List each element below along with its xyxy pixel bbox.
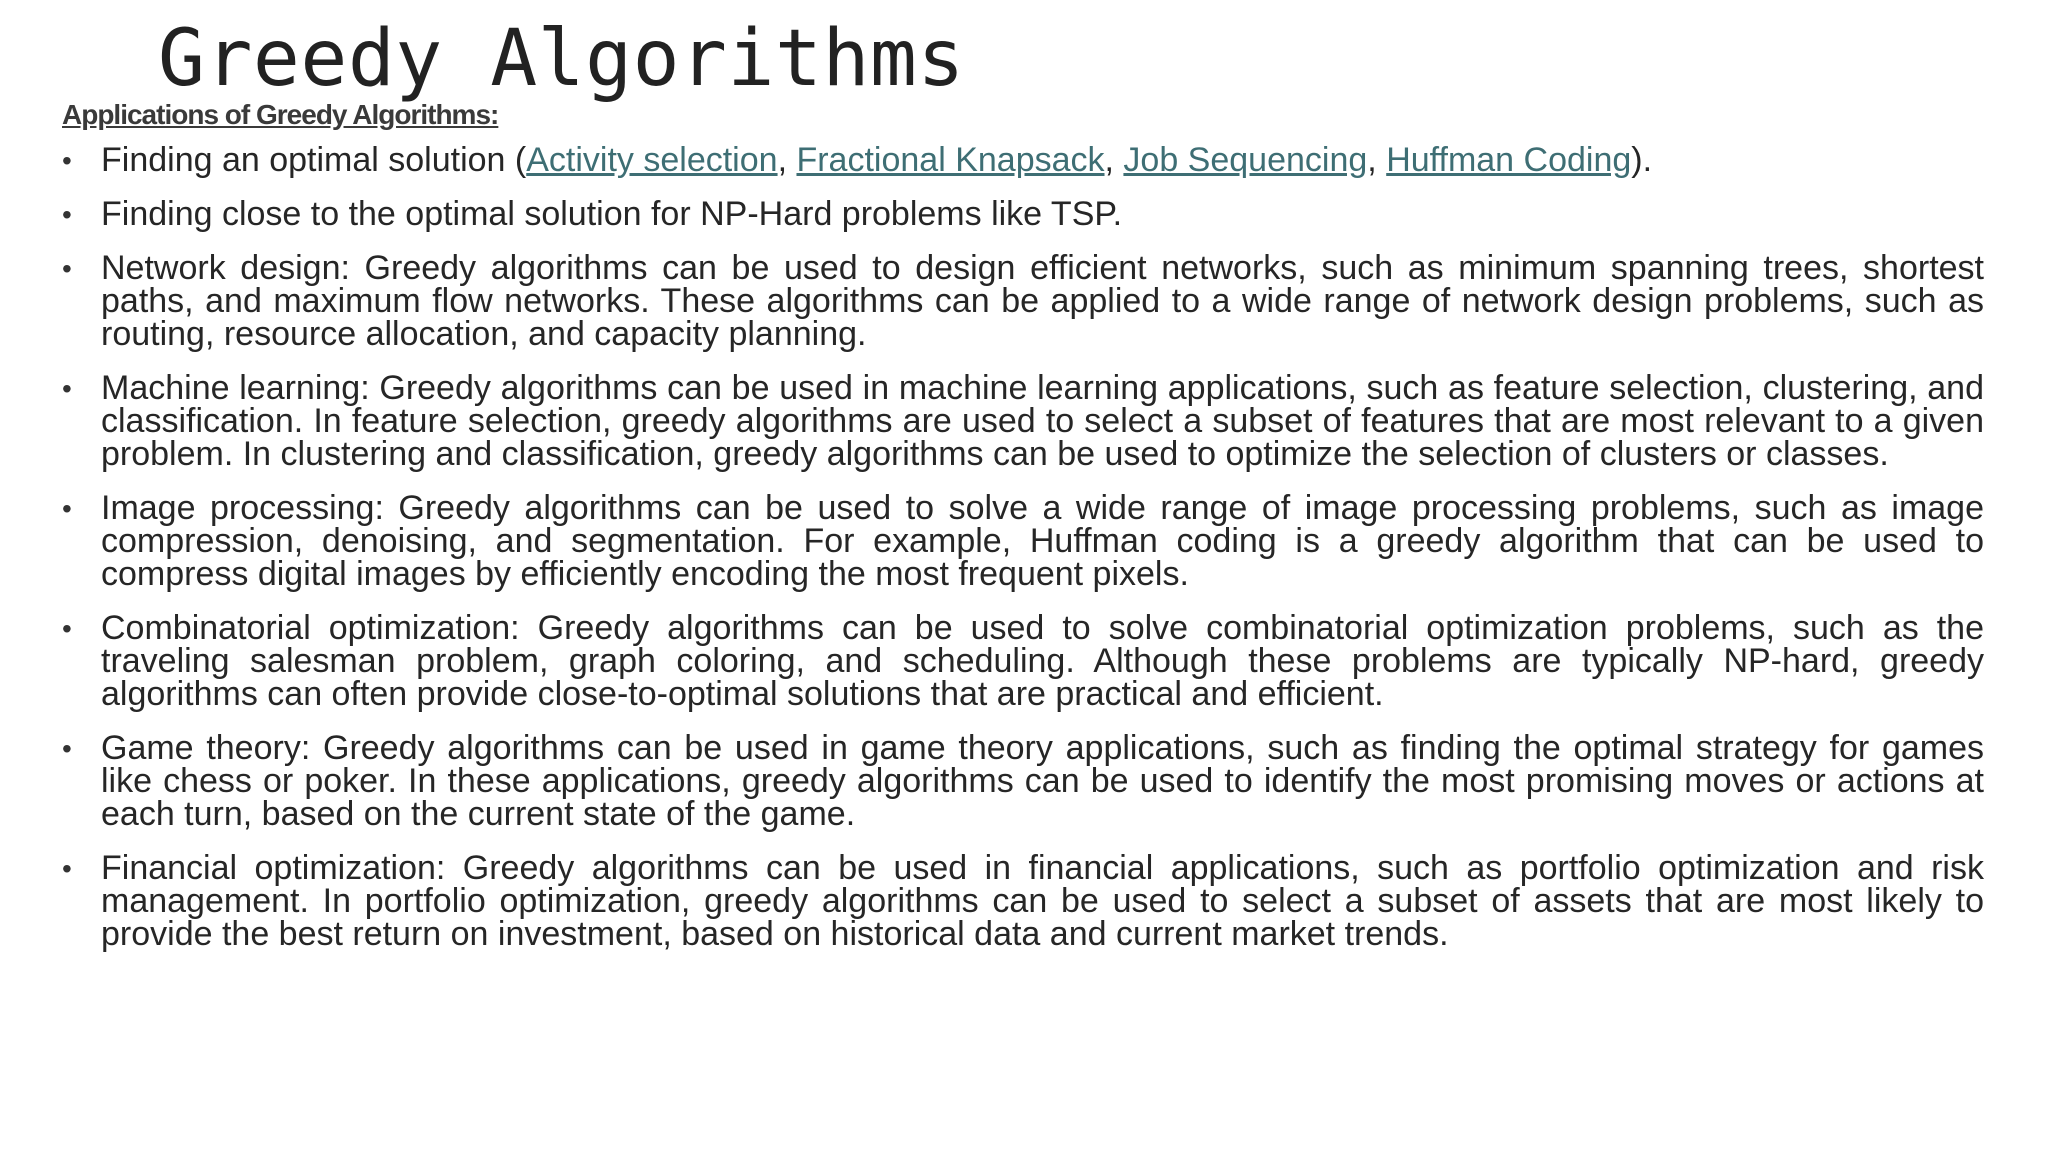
list-item-text: Finding close to the optimal solution for NP-Hard problems like TSP. [101, 195, 1123, 233]
slide-title: Greedy Algorithms [158, 14, 965, 104]
link-fractional-knapsack[interactable]: Fractional Knapsack [796, 141, 1105, 179]
link-activity-selection[interactable]: Activity selection [526, 141, 778, 179]
list-item-financial-optimization [62, 849, 1984, 953]
list-item-text: Machine learning: Greedy algorithms can be used in machine learning applications, such as feature selection, clustering, and classification. In feature selection, greedy algorithms are used to select a subset of features that are most relevant to a given problem. In clustering and classification, greedy algorithms can be used to optimize the selection of clusters or classes. [101, 369, 1984, 473]
bullet-icon: • [62, 733, 72, 764]
list-item-text: Combinatorial optimization: Greedy algorithms can be used to solve combinatorial optimization problems, such as the traveling salesman problem, graph coloring, and scheduling. Although these problems are typically NP-hard, greedy algorithms can often provide close-to-optimal solutions that are practical and efficient. [101, 609, 1984, 713]
bullet-icon: • [62, 253, 72, 284]
bullet-icon: • [62, 853, 72, 884]
link-job-sequencing[interactable]: Job Sequencing [1123, 141, 1368, 179]
list-item-np-hard [62, 195, 1984, 233]
list-item-machine-learning [62, 369, 1984, 473]
bullet-icon: • [62, 145, 72, 176]
section-subheading: Applications of Greedy Algorithms: [62, 99, 499, 130]
bullet-icon: • [62, 493, 72, 524]
bullet-icon: • [62, 373, 72, 404]
applications-list [62, 141, 1984, 972]
list-item-combinatorial-optimization [62, 609, 1984, 713]
list-item-text: Financial optimization: Greedy algorithms can be used in financial applications, such as portfolio optimization and risk management. In portfolio optimization, greedy algorithms can be used to select a subset of assets that are most likely to provide the best return on investment, based on historical data and current market trends. [101, 849, 1984, 953]
intro-prefix: Finding an optimal solution ( [101, 141, 527, 179]
list-item-optimal-solution [62, 141, 1984, 179]
link-separator: , [1104, 141, 1124, 179]
list-item-image-processing [62, 489, 1984, 593]
link-huffman-coding[interactable]: Huffman Coding [1386, 141, 1632, 179]
list-item-text: Game theory: Greedy algorithms can be used in game theory applications, such as finding the optimal strategy for games like chess or poker. In these applications, greedy algorithms can be used to identify the most promising moves or actions at each turn, based on the current state of the game. [101, 729, 1984, 833]
list-item-game-theory [62, 729, 1984, 833]
bullet-icon: • [62, 199, 72, 230]
list-item-network-design [62, 249, 1984, 353]
list-item-text: Image processing: Greedy algorithms can be used to solve a wide range of image processing problems, such as image compression, denoising, and segmentation. For example, Huffman coding is a greedy algorithm that can be used to compress digital images by efficiently encoding the most frequent pixels. [101, 489, 1984, 593]
intro-suffix: ). [1631, 141, 1653, 179]
link-separator: , [777, 141, 797, 179]
list-item-text: Network design: Greedy algorithms can be used to design efficient networks, such as minimum spanning trees, shortest paths, and maximum flow networks. These algorithms can be applied to a wide range of network design problems, such as routing, resource allocation, and capacity planning. [101, 249, 1984, 353]
link-separator: , [1367, 141, 1387, 179]
bullet-icon: • [62, 613, 72, 644]
